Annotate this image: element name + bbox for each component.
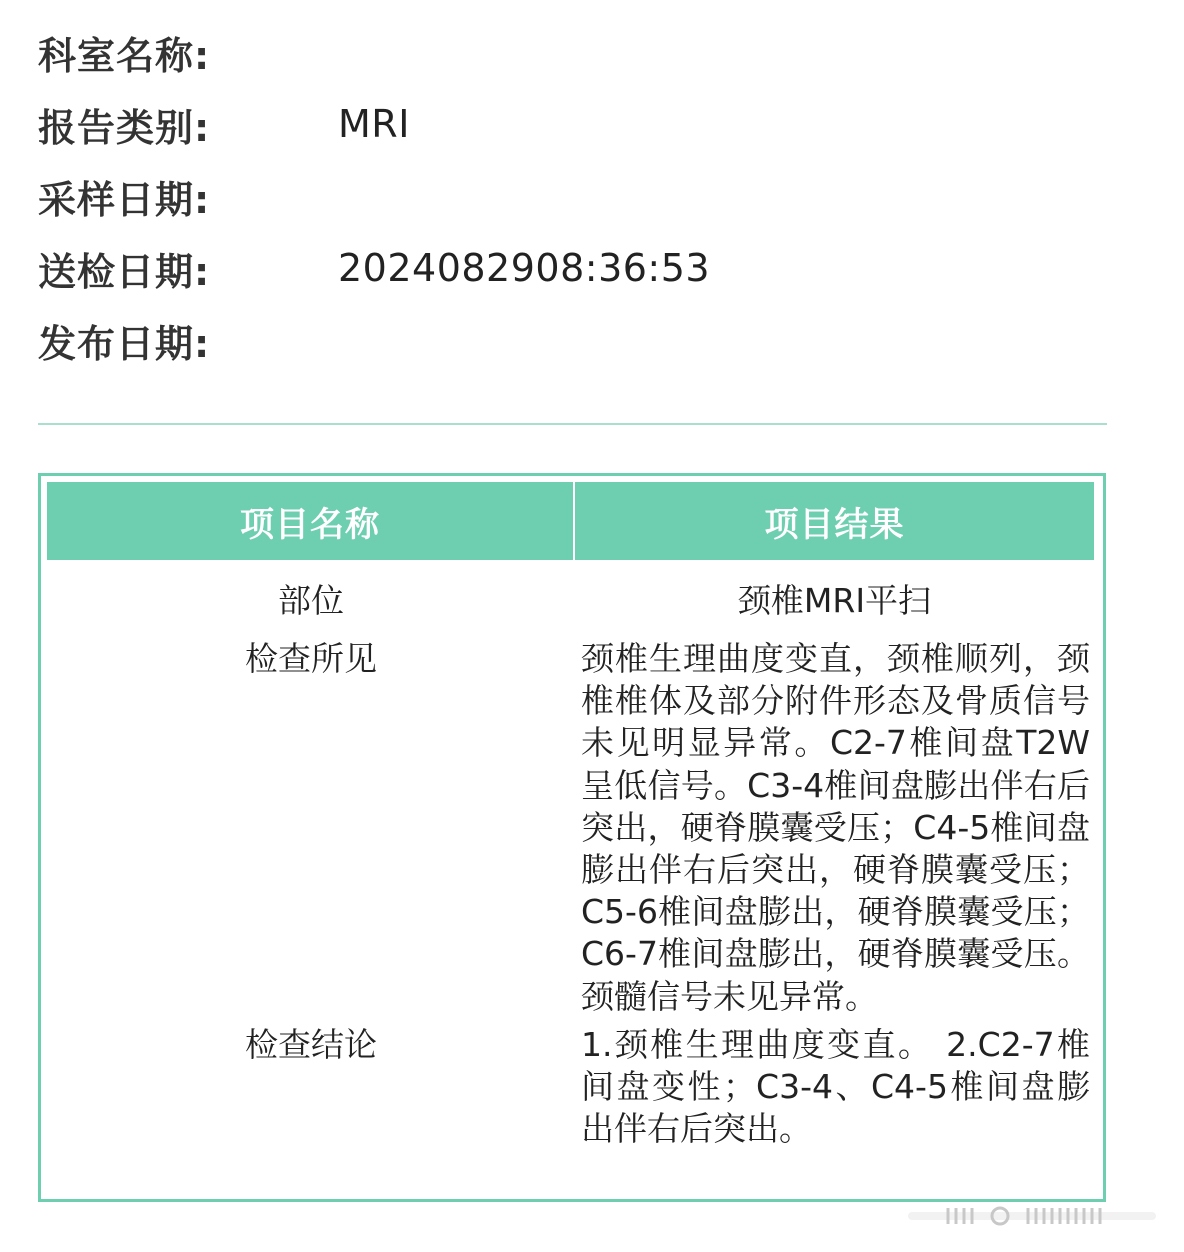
column-header-item-result: 项目结果 xyxy=(764,504,905,545)
row-item-result: 颈椎生理曲度变直，颈椎顺列，颈椎椎体及部分附件形态及骨质信号未见明显异常。C2-7椎间盘T2W呈低信号。C3-4椎间盘膨出伴右后突出，硬脊膜囊受压；C4-5椎间盘膨出伴右后突出，硬脊膜囊受压；C5-6椎间盘膨出，硬脊膜囊受压；C6-7椎间盘膨出，硬脊膜囊受压。颈髓信号未见异常。 xyxy=(581,639,1090,1016)
row-item-name: 检查结论 xyxy=(245,1024,377,1064)
publish-date-row xyxy=(38,304,1098,376)
submission-date-label: 送检日期: xyxy=(38,249,211,294)
column-header-item-name: 项目名称 xyxy=(47,482,575,560)
report-type-row xyxy=(38,88,1098,160)
report-type-value: MRI xyxy=(338,102,410,146)
section-divider xyxy=(38,423,1107,425)
submission-date-value: 2024082908:36:53 xyxy=(338,246,711,290)
publish-date-label: 发布日期: xyxy=(38,321,211,366)
sampling-date-row xyxy=(38,160,1098,232)
watermark-graphic xyxy=(908,1206,1160,1226)
table-row xyxy=(47,626,1094,1018)
table-row xyxy=(47,560,1094,626)
sampling-date-label: 采样日期: xyxy=(38,177,211,222)
row-item-result: 1.颈椎生理曲度变直。 2.C2-7椎间盘变性；C3-4、C4-5椎间盘膨出伴右后突出。 xyxy=(581,1024,1090,1149)
row-item-name: 检查所见 xyxy=(245,639,377,678)
table-header xyxy=(47,482,1094,560)
table-row xyxy=(47,1018,1094,1151)
department-label: 科室名称: xyxy=(38,33,211,78)
report-type-label: 报告类别: xyxy=(38,105,211,150)
submission-date-row xyxy=(38,232,1098,304)
report-header-info xyxy=(38,16,1098,376)
row-item-name: 部位 xyxy=(278,581,344,620)
department-row xyxy=(38,16,1098,88)
result-table xyxy=(38,473,1106,1202)
row-item-result: 颈椎MRI平扫 xyxy=(737,581,932,620)
